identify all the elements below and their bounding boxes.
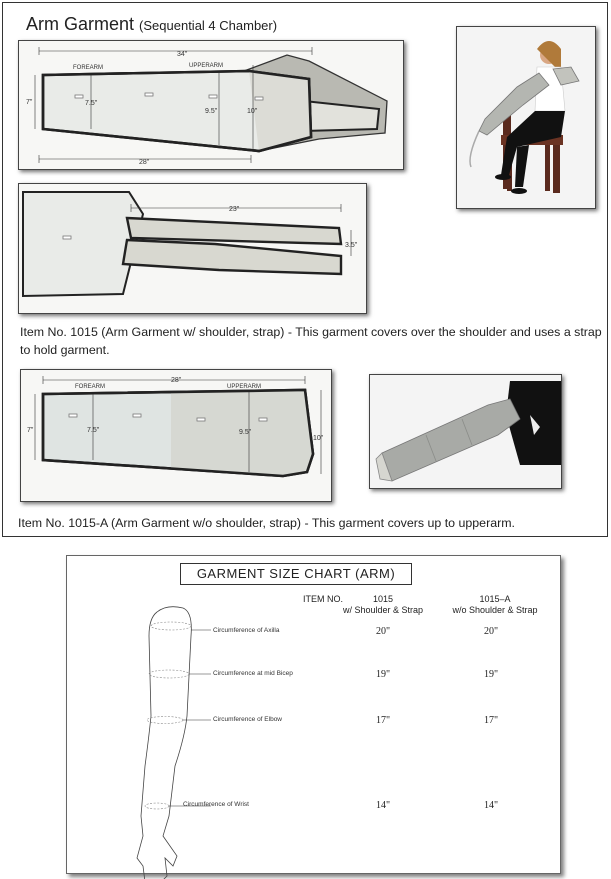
- item-1015-caption-text: Item No. 1015 (Arm Garment w/ shoulder, strap) - This garment covers over the shoulder and uses a strap to hold garment.: [20, 325, 602, 357]
- axilla-1015a: 20": [483, 626, 499, 637]
- upperarm-width-9-5: 9.5": [205, 108, 218, 115]
- label-axilla: Circumference of Axilla: [213, 627, 280, 634]
- strap-length-23: 23": [229, 206, 240, 213]
- top-height-10: 10": [247, 108, 258, 115]
- item-no-label: ITEM NO.: [303, 594, 343, 604]
- label-elbow: Circumference of Elbow: [213, 716, 282, 723]
- arm-outline-illustration: [97, 596, 237, 879]
- garment-1015-diagram: [18, 40, 404, 170]
- forearm-width-7-5-a: 7.5": [87, 427, 100, 434]
- bicep-1015a: 19": [483, 669, 499, 680]
- label-wrist: Circumference of Wrist: [183, 801, 249, 808]
- label-mid-bicep: Circumference at mid Bicep: [213, 670, 293, 677]
- axilla-1015: 20": [375, 626, 391, 637]
- item-1015a-caption: [18, 514, 608, 532]
- overall-length-28: 28": [171, 377, 182, 384]
- left-height-7: 7": [26, 99, 33, 106]
- garment-1015a-diagram: [20, 369, 332, 502]
- size-chart-title: GARMENT SIZE CHART (ARM): [180, 563, 412, 585]
- label-forearm: FOREARM: [73, 65, 103, 71]
- title-text: Arm Garment: [26, 14, 135, 34]
- size-chart-panel: [66, 555, 561, 874]
- title-subtitle: (Sequential 4 Chamber): [139, 18, 278, 33]
- elbow-1015: 17": [375, 715, 391, 726]
- label-upperarm: UPPERARM: [189, 63, 224, 69]
- overall-length-34: 34": [177, 51, 188, 58]
- forearm-width-7-5: 7.5": [85, 100, 98, 107]
- col-1015a-desc: w/o Shoulder & Strap: [452, 605, 538, 615]
- col-1015a-number: 1015–A: [479, 594, 511, 604]
- strap-width-3-5: 3.5": [345, 242, 358, 249]
- bottom-length-28: 28": [139, 159, 150, 166]
- col-1015a-header: [437, 594, 553, 616]
- page-title: [26, 14, 277, 35]
- col-1015-number: 1015: [372, 594, 394, 604]
- bicep-1015: 19": [375, 669, 391, 680]
- upperarm-width-9-5-a: 9.5": [239, 429, 252, 436]
- garment-1015-strap-diagram: [18, 183, 367, 314]
- woman-wearing-garment-photo: [456, 26, 596, 209]
- right-height-10-a: 10": [313, 435, 324, 442]
- arm-sleeve-photo: [369, 374, 562, 489]
- label-upperarm-a: UPPERARM: [227, 384, 262, 390]
- elbow-1015a: 17": [483, 715, 499, 726]
- left-height-7-a: 7": [27, 427, 34, 434]
- col-1015-header: [327, 594, 439, 616]
- item-1015a-caption-text: Item No. 1015-A (Arm Garment w/o shoulder, strap) - This garment covers up to upperarm.: [18, 516, 515, 530]
- label-forearm-a: FOREARM: [75, 384, 105, 390]
- item-1015-caption: [20, 323, 605, 359]
- wrist-1015: 14": [375, 800, 391, 811]
- col-1015-desc: w/ Shoulder & Strap: [342, 605, 424, 615]
- wrist-1015a: 14": [483, 800, 499, 811]
